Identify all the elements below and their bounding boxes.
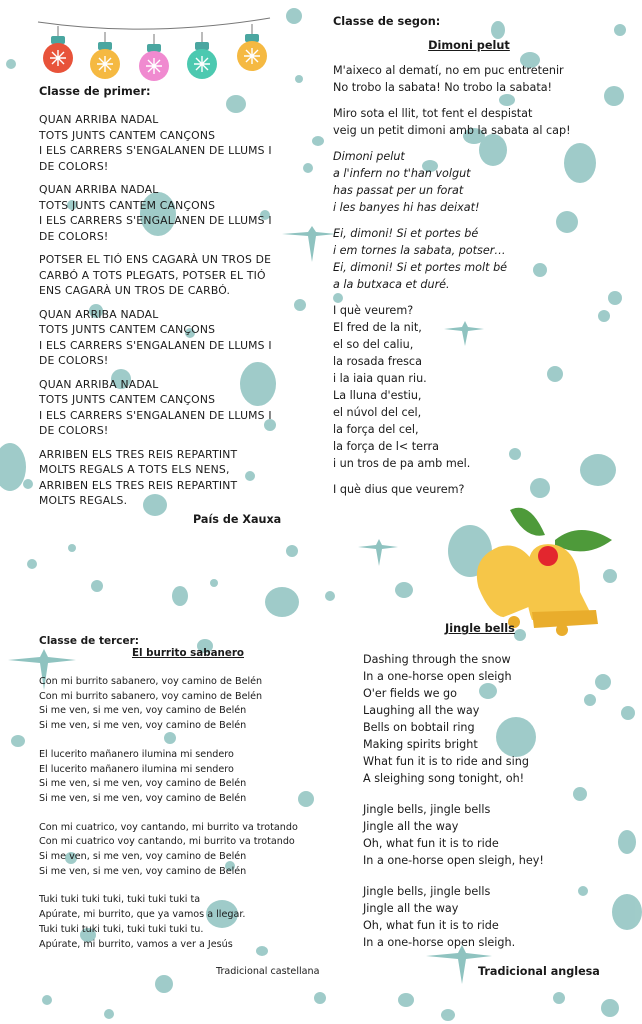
stanza bbox=[333, 302, 633, 472]
lyric-line: Oh, what fun it is to ride bbox=[363, 919, 499, 932]
lyric-line: Dashing through the snow bbox=[363, 653, 511, 666]
lyric-line: Jingle all the way bbox=[363, 902, 459, 915]
lyric-line: In a one-horse open sleigh, hey! bbox=[363, 854, 544, 867]
lyric-line: Bells on bobtail ring bbox=[363, 721, 475, 734]
lyric-line: El lucerito mañanero ilumina mi sendero bbox=[39, 748, 234, 760]
lyric-line: Oh, what fun it is to ride bbox=[363, 837, 499, 850]
lyric-line: Si me ven, si me ven, voy camino de Belén bbox=[39, 851, 247, 863]
ornament-yellow-icon bbox=[237, 24, 267, 71]
stanza bbox=[39, 307, 279, 369]
lyric-line: la força del cel, bbox=[333, 423, 419, 436]
ornament-teal-icon bbox=[187, 32, 217, 79]
lyric-line: What fun it is to ride and sing bbox=[363, 755, 529, 768]
lyric-line: a l'infern no t'han volgut bbox=[333, 167, 471, 180]
lyric-line: QUAN ARRIBA NADAL bbox=[39, 183, 159, 196]
segon-section bbox=[333, 15, 633, 507]
stanza bbox=[39, 112, 279, 174]
lyric-line: DE COLORS! bbox=[39, 424, 109, 437]
lyric-line: Jingle bells, jingle bells bbox=[363, 803, 491, 816]
stanza bbox=[39, 447, 279, 509]
lyric-line: Con mi burrito sabanero, voy camino de Belén bbox=[39, 690, 263, 702]
lyric-line: La lluna d'estiu, bbox=[333, 389, 422, 402]
lyric-line: la rosada fresca bbox=[333, 355, 422, 368]
lyric-line: has passat per un forat bbox=[333, 184, 464, 197]
lyric-line: In a one-horse open sleigh bbox=[363, 670, 512, 683]
lyric-line: MOLTS REGALS. bbox=[39, 494, 128, 507]
lyric-line: QUAN ARRIBA NADAL bbox=[39, 377, 159, 391]
lyric-line: Con mi cuatrico, voy cantando, mi burrito va trotando bbox=[39, 821, 298, 833]
lyric-line: El lucerito mañanero ilumina mi sendero bbox=[39, 763, 234, 775]
ornament-pink-icon bbox=[139, 34, 169, 81]
jingle-section bbox=[363, 622, 603, 965]
lyric-line: Laughing all the way bbox=[363, 704, 480, 717]
lyric-line: ARRIBEN ELS TRES REIS REPARTINT bbox=[39, 478, 238, 492]
lyric-line: M'aixeco al dematí, no em puc entretenir bbox=[333, 64, 564, 77]
lyric-line: DE COLORS! bbox=[39, 354, 109, 367]
ornament-orange-icon bbox=[90, 32, 120, 79]
lyric-line: la força de l< terra bbox=[333, 440, 439, 453]
segon-heading: Classe de segon: bbox=[333, 15, 441, 28]
lyric-line: i les banyes hi has deixat! bbox=[333, 201, 480, 214]
ornament-red-icon bbox=[43, 26, 73, 73]
lyric-line: Dimoni pelut bbox=[333, 150, 405, 163]
lyric-line: Miro sota el llit, tot fent el despistat bbox=[333, 107, 533, 120]
stanza bbox=[39, 377, 279, 439]
lyric-line: Con mi cuatrico voy cantando, mi burrito va trotando bbox=[39, 836, 295, 848]
lyric-line: In a one-horse open sleigh. bbox=[363, 936, 516, 949]
lyric-line: Jingle bells, jingle bells bbox=[363, 885, 491, 898]
lyric-line: el so del caliu, bbox=[333, 338, 414, 351]
stanza bbox=[333, 148, 633, 216]
stanza bbox=[363, 883, 603, 951]
jingle-song-title: Jingle bells bbox=[445, 622, 515, 635]
tercer-credit: Tradicional castellana bbox=[216, 966, 320, 977]
lyric-line: TOTS JUNTS CANTEM CANÇONS bbox=[39, 323, 216, 336]
segon-lyrics bbox=[333, 62, 633, 498]
lyric-line: veig un petit dimoni amb la sabata al cap! bbox=[333, 124, 571, 137]
lyric-line: Tuki tuki tuki tuki, tuki tuki tuki tu. bbox=[39, 923, 204, 935]
lyric-line: QUAN ARRIBA NADAL bbox=[39, 307, 159, 321]
lyric-line: Apúrate, mi burrito, vamos a ver a Jesús bbox=[39, 938, 233, 950]
lyric-line: TOTS JUNTS CANTEM CANÇONS bbox=[39, 198, 216, 212]
lyric-line: CARBÓ A TOTS PLEGATS, POTSER EL TIÓ bbox=[39, 268, 266, 282]
lyric-line: i em tornes la sabata, potser… bbox=[333, 244, 506, 257]
stanza bbox=[333, 481, 633, 498]
lyric-line: El fred de la nit, bbox=[333, 321, 422, 334]
primer-section bbox=[39, 85, 279, 517]
lyric-line: DE COLORS! bbox=[39, 159, 109, 173]
stanza bbox=[39, 675, 329, 734]
stanza bbox=[39, 893, 329, 952]
tercer-song-title: El burrito sabanero bbox=[132, 647, 244, 659]
lyric-line: Apúrate, mi burrito, que ya vamos a llegar. bbox=[39, 909, 246, 921]
lyric-line: I ELS CARRERS S'ENGALANEN DE LLUMS I bbox=[39, 214, 272, 227]
tercer-lyrics bbox=[39, 675, 329, 952]
lyric-line: MOLTS REGALS A TOTS ELS NENS, bbox=[39, 463, 230, 476]
lyric-line: Ei, dimoni! Si et portes molt bé bbox=[333, 261, 508, 274]
lyric-line: No trobo la sabata! No trobo la sabata! bbox=[333, 81, 553, 94]
tercer-heading: Classe de tercer: bbox=[39, 635, 140, 647]
lyric-line: I què dius que veurem? bbox=[333, 483, 465, 496]
lyric-line: Si me ven, si me ven, voy camino de Belén bbox=[39, 778, 247, 790]
stanza bbox=[39, 182, 279, 244]
jingle-bells-icon bbox=[467, 508, 612, 636]
lyric-line: DE COLORS! bbox=[39, 229, 109, 243]
stanza bbox=[333, 62, 633, 96]
stanza bbox=[363, 651, 603, 787]
stanza bbox=[333, 225, 633, 293]
lyric-line: el núvol del cel, bbox=[333, 406, 422, 419]
stanza bbox=[39, 252, 279, 299]
lyric-line: A sleighing song tonight, oh! bbox=[363, 772, 525, 785]
lyric-line: I ELS CARRERS S'ENGALANEN DE LLUMS I bbox=[39, 408, 272, 422]
ornament-garland bbox=[38, 18, 270, 81]
primer-heading: Classe de primer: bbox=[39, 85, 151, 98]
stanza bbox=[39, 748, 329, 807]
lyric-line: i la iaia quan riu. bbox=[333, 372, 427, 385]
stanza bbox=[39, 821, 329, 880]
lyric-line: Si me ven, si me ven, voy camino de Belén bbox=[39, 705, 247, 717]
lyric-line: ARRIBEN ELS TRES REIS REPARTINT bbox=[39, 447, 238, 461]
lyric-line: POTSER EL TIÓ ENS CAGARÀ UN TROS DE bbox=[39, 253, 272, 266]
lyric-line: Tuki tuki tuki tuki, tuki tuki tuki ta bbox=[39, 894, 201, 906]
lyric-line: I què veurem? bbox=[333, 304, 414, 317]
lyric-line: TOTS JUNTS CANTEM CANÇONS bbox=[39, 128, 216, 142]
lyric-line: I ELS CARRERS S'ENGALANEN DE LLUMS I bbox=[39, 144, 272, 157]
jingle-lyrics bbox=[363, 651, 603, 951]
lyric-line: O'er fields we go bbox=[363, 687, 457, 700]
jingle-credit: Tradicional anglesa bbox=[478, 965, 600, 978]
lyric-line: Making spirits bright bbox=[363, 738, 478, 751]
lyric-line: Jingle all the way bbox=[363, 820, 459, 833]
lyric-line: a la butxaca et duré. bbox=[333, 278, 450, 291]
stanza bbox=[333, 105, 633, 139]
lyric-line: Si me ven, si me ven, voy camino de Belén bbox=[39, 792, 247, 804]
lyric-line: Si me ven, si me ven, voy camino de Belén bbox=[39, 865, 247, 877]
lyric-line: Si me ven, si me ven, voy camino de Belén bbox=[39, 720, 247, 732]
stanza bbox=[363, 801, 603, 869]
lyric-line: i un tros de pa amb mel. bbox=[333, 457, 471, 470]
primer-credit: País de Xauxa bbox=[193, 513, 282, 526]
lyric-line: I ELS CARRERS S'ENGALANEN DE LLUMS I bbox=[39, 338, 272, 352]
lyric-line: Con mi burrito sabanero, voy camino de Belén bbox=[39, 676, 263, 687]
lyric-line: QUAN ARRIBA NADAL bbox=[39, 113, 159, 126]
tercer-section bbox=[39, 635, 329, 966]
lyric-line: TOTS JUNTS CANTEM CANÇONS bbox=[39, 393, 216, 406]
lyric-line: Ei, dimoni! Si et portes bé bbox=[333, 227, 479, 240]
lyric-line: ENS CAGARÀ UN TROS DE CARBÓ. bbox=[39, 284, 231, 297]
primer-lyrics bbox=[39, 112, 279, 509]
segon-song-title: Dimoni pelut bbox=[428, 39, 510, 52]
